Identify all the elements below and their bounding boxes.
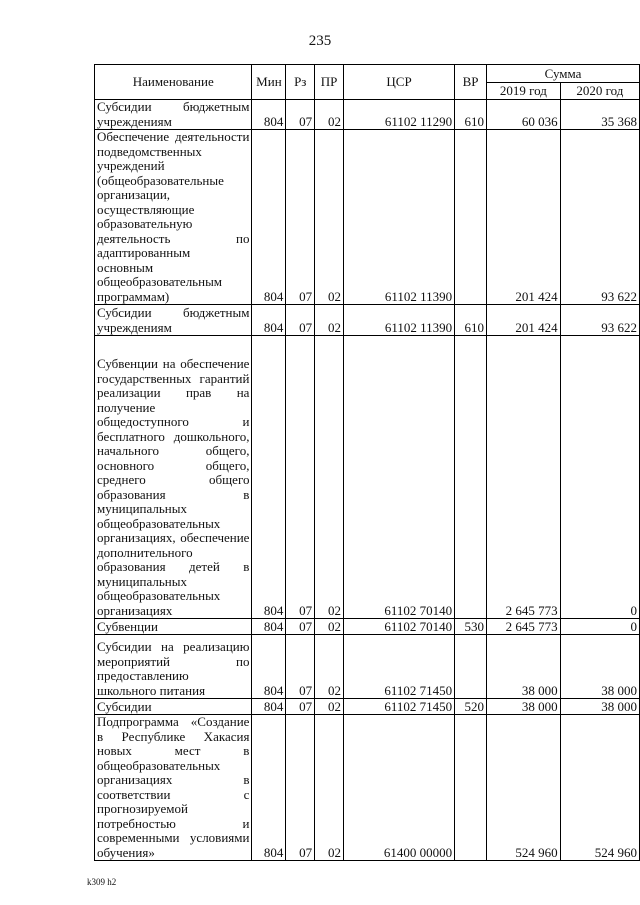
row-2019: 2 645 773 [487,619,561,635]
row-name: Субсидии на реализацию мероприятий по предоставлению школьного питания [95,635,252,699]
row-vr [455,130,487,305]
row-2019: 38 000 [487,635,561,699]
row-2020: 0 [560,619,639,635]
row-min: 804 [252,130,286,305]
row-rz: 07 [286,336,315,619]
table-row [95,130,640,305]
row-min: 804 [252,619,286,635]
row-2019: 2 645 773 [487,336,561,619]
row-vr [455,635,487,699]
row-pr: 02 [315,336,344,619]
row-2020: 0 [560,336,639,619]
row-min: 804 [252,635,286,699]
row-2019: 201 424 [487,305,561,336]
header-csr: ЦСР [343,65,454,100]
row-name: Субвенции на обеспечение государственных гарантий реализации прав на получение общедоступного и бесплатного дошкольного, начального общего, основного общего, среднего общего образования в муниципальных общеобразовательных организациях, обеспечение дополнительного образования детей в муниципальных общеобразовательных организациях [95,336,252,619]
row-csr: 61102 11290 [343,100,454,130]
row-name: Субсидии [95,699,252,715]
row-name: Субсидии бюджетным учреждениям [95,100,252,130]
row-min: 804 [252,336,286,619]
row-pr: 02 [315,715,344,861]
table-row [95,699,640,715]
row-vr: 520 [455,699,487,715]
row-rz: 07 [286,100,315,130]
row-2020: 35 368 [560,100,639,130]
row-2020: 93 622 [560,130,639,305]
row-vr [455,715,487,861]
row-rz: 07 [286,715,315,861]
row-vr: 530 [455,619,487,635]
header-name: Наименование [95,65,252,100]
row-2020: 38 000 [560,635,639,699]
page-number: 235 [308,33,332,49]
row-rz: 07 [286,635,315,699]
header-pr: ПР [315,65,344,100]
row-rz: 07 [286,305,315,336]
row-csr: 61102 11390 [343,130,454,305]
header-2019: 2019 год [487,83,561,100]
row-rz: 07 [286,699,315,715]
row-vr: 610 [455,305,487,336]
row-pr: 02 [315,635,344,699]
footer-code: k309 h2 [87,877,117,887]
row-pr: 02 [315,699,344,715]
row-csr: 61102 71450 [343,635,454,699]
header-rz: Рз [286,65,315,100]
header-2020: 2020 год [560,83,639,100]
row-rz: 07 [286,619,315,635]
budget-table [94,64,640,861]
row-name: Субсидии бюджетным учреждениям [95,305,252,336]
table-row [95,715,640,861]
header-sum: Сумма [487,65,640,83]
row-2019: 524 960 [487,715,561,861]
row-csr: 61400 00000 [343,715,454,861]
row-2020: 38 000 [560,699,639,715]
row-min: 804 [252,715,286,861]
row-pr: 02 [315,305,344,336]
row-name: Обеспечение деятельности подведомственных учреждений (общеобразовательные организации, осуществляющие образовательную деятельность по адаптированным основным общеобразовательным программам) [95,130,252,305]
row-csr: 61102 71450 [343,699,454,715]
row-pr: 02 [315,130,344,305]
row-2020: 524 960 [560,715,639,861]
row-2020: 93 622 [560,305,639,336]
row-rz: 07 [286,130,315,305]
row-2019: 38 000 [487,699,561,715]
row-vr: 610 [455,100,487,130]
row-pr: 02 [315,619,344,635]
table-row [95,635,640,699]
row-name: Субвенции [95,619,252,635]
header-min: Мин [252,65,286,100]
row-name: Подпрограмма «Создание в Республике Хакасия новых мест в общеобразовательных организациях в соответствии с прогнозируемой потребностью и современными условиями обучения» [95,715,252,861]
table-row [95,100,640,130]
table-row [95,336,640,619]
row-csr: 61102 70140 [343,336,454,619]
table-row [95,305,640,336]
row-min: 804 [252,699,286,715]
row-min: 804 [252,305,286,336]
row-min: 804 [252,100,286,130]
table-row [95,619,640,635]
row-2019: 60 036 [487,100,561,130]
row-csr: 61102 11390 [343,305,454,336]
row-pr: 02 [315,100,344,130]
row-vr [455,336,487,619]
row-2019: 201 424 [487,130,561,305]
header-vr: ВР [455,65,487,100]
row-csr: 61102 70140 [343,619,454,635]
